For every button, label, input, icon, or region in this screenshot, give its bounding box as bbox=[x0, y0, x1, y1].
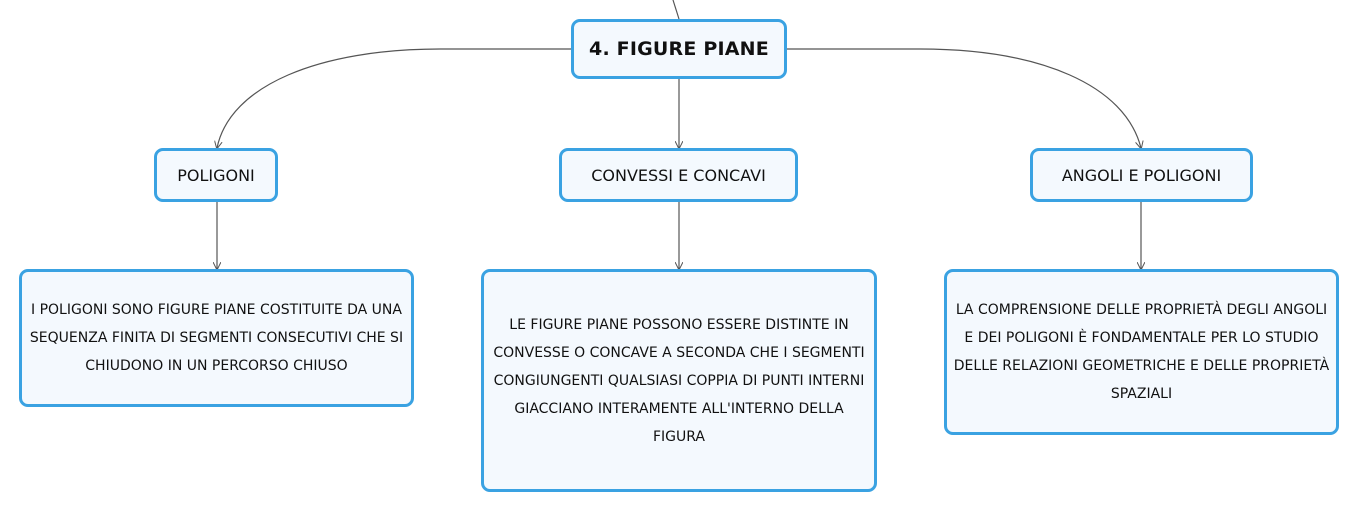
description-text: I POLIGONI SONO FIGURE PIANE COSTITUITE DA UNA SEQUENZA FINITA DI SEGMENTI CONSECUTIVI CHE SI CHIUDONO IN UN PERCORSO CHIUSO bbox=[29, 302, 404, 374]
description-node-poligoni[interactable] bbox=[19, 269, 414, 407]
root-node-figure-piane[interactable] bbox=[571, 19, 787, 79]
topic-node-label: CONVESSI E CONCAVI bbox=[591, 165, 766, 185]
connector-root-to-poligoni bbox=[217, 49, 571, 148]
description-text: LE FIGURE PIANE POSSONO ESSERE DISTINTE IN CONVESSE O CONCAVE A SECONDA CHE I SEGMENTI CONGIUNGENTI QUALSIASI COPPIA DI PUNTI INTERNI GIACCIANO INTERAMENTE ALL'INTERNO DELLA FIGURA bbox=[493, 316, 865, 445]
topic-node-label: ANGOLI E POLIGONI bbox=[1061, 165, 1222, 185]
topic-node-angoli-e-poligoni[interactable] bbox=[1030, 148, 1253, 202]
topic-node-label: POLIGONI bbox=[177, 165, 255, 185]
topic-node-convessi-e-concavi[interactable] bbox=[559, 148, 798, 202]
connector-root-to-angoli bbox=[787, 49, 1141, 148]
description-node-angoli-e-poligoni[interactable] bbox=[944, 269, 1339, 435]
topic-node-poligoni[interactable] bbox=[154, 148, 278, 202]
description-node-convessi-e-concavi[interactable] bbox=[481, 269, 877, 492]
connector-parent-to-root bbox=[673, 0, 679, 19]
root-node-label: 4. FIGURE PIANE bbox=[589, 38, 769, 60]
description-text: LA COMPRENSIONE DELLE PROPRIETÀ DEGLI ANGOLI E DEI POLIGONI È FONDAMENTALE PER LO STUDIO DELLE RELAZIONI GEOMETRICHE E DELLE PROPRIETÀ SPAZIALI bbox=[953, 302, 1330, 402]
